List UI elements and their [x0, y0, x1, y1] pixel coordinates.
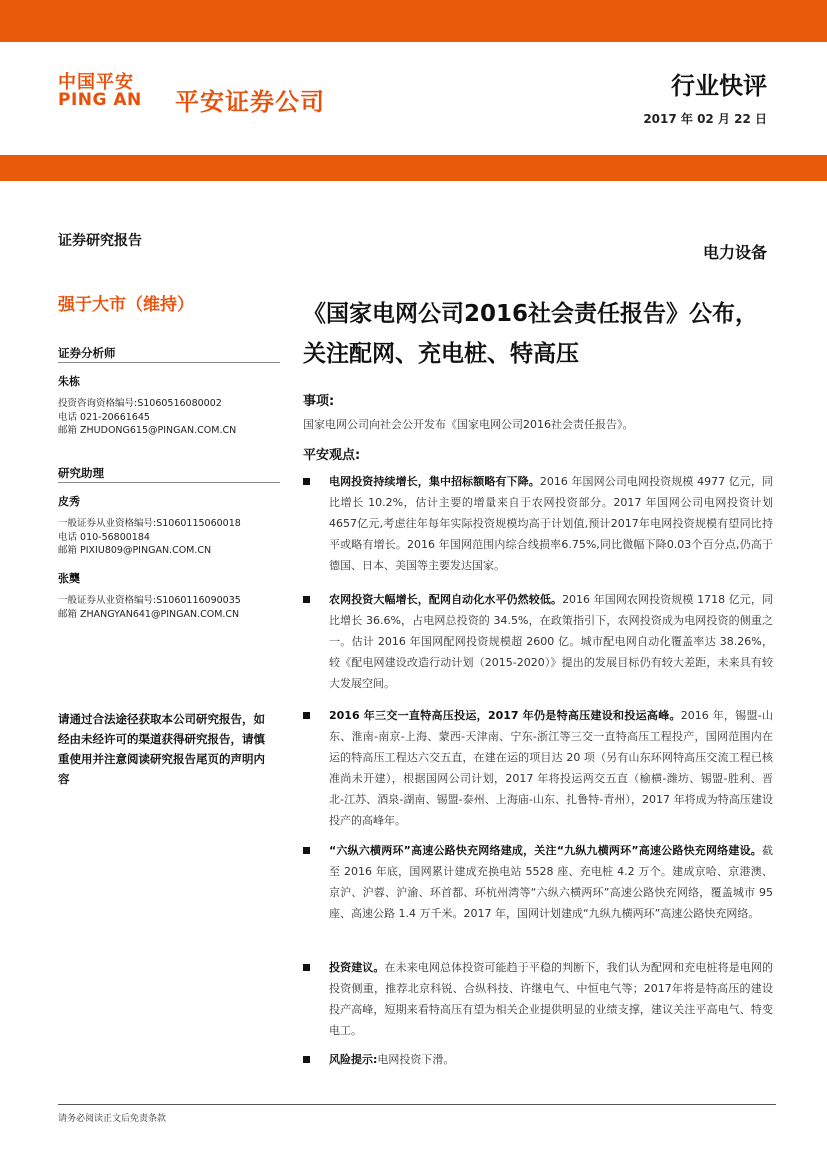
assistant-info-1 — [58, 517, 241, 558]
bullet-icon — [303, 964, 310, 971]
analysts-label: 证券分析师 — [58, 346, 116, 360]
report-title: 《国家电网公司2016社会责任报告》公布，关注配网、充电桩、特高压 — [303, 301, 759, 367]
assistants-label: 研究助理 — [58, 466, 104, 480]
analyst-email: 邮箱 ZHUDONG615@PINGAN.COM.CN — [58, 425, 237, 436]
assistants-divider — [58, 482, 280, 483]
view-point-2 — [303, 589, 773, 694]
event-heading: 事项: — [303, 394, 335, 409]
analyst-license: 投资咨询资格编号:S1060516080002 — [58, 398, 222, 409]
assistant-info-2 — [58, 594, 241, 621]
analysts-divider — [58, 362, 280, 363]
logo-cn-text: 中国平安 — [58, 72, 134, 93]
bullet-icon — [303, 712, 310, 719]
point-text: 在未来电网总体投资可能趋于平稳的判断下，我们认为配网和充电桩将是电网的投资侧重，推荐北京科锐、合纵科技、许继电气、中恒电气等；2017年将是特高压的建设投产高峰，短期来看特高压有望为相关企业提供明显的业绩支撑，建议关注平高电气、特变电工。 — [329, 961, 774, 1037]
point-lead: 电网投资持续增长，集中招标额略有下降。 — [329, 475, 540, 488]
bullet-icon — [303, 478, 310, 485]
bullet-icon — [303, 1056, 310, 1063]
rating: 强于大市（维持） — [58, 295, 194, 315]
view-point-3 — [303, 705, 773, 831]
point-lead: 投资建议。 — [329, 961, 385, 974]
analyst-phone: 电话 021-20661645 — [58, 411, 150, 423]
assistant-email-1: 邮箱 PIXIU809@PINGAN.COM.CN — [58, 545, 212, 556]
middle-orange-bar — [0, 155, 827, 181]
logo-en-text: PING AN — [58, 90, 142, 110]
footer-disclaimer-link: 请务必阅读正文后免责条款 — [58, 1114, 167, 1124]
point-text: 2016 年，锡盟-山东、淮南-南京-上海、蒙西-天津南、宁东-浙江等三交一直特高压工程投产，国网范围内在运的特高压工程达六交五直，在建在运的项目达 20 项（另有山东环网特高压交流工程已核准尚未开建），根据国网公司计划，2017 年将投运两交五直（榆横-潍坊、锡盟-胜利、晋北-江苏、酒泉-湖南、锡盟-泰州、上海庙-山东、扎鲁特-青州），2017 年将成为特高压建设投产的高峰年。 — [329, 709, 773, 827]
point-lead: 农网投资大幅增长，配网自动化水平仍然较低。 — [329, 593, 563, 606]
view-point-6 — [303, 1049, 773, 1070]
report-date: 2017 年 02 月 22 日 — [643, 112, 767, 126]
point-lead: “六纵六横两环”高速公路快充网络建成，关注“九纵九横两环”高速公路快充网络建设。 — [329, 844, 762, 857]
assistant-name-1: 皮秀 — [58, 495, 80, 508]
assistant-license-2: 一般证券从业资格编号:S1060116090035 — [58, 595, 241, 606]
industry-label: 电力设备 — [702, 243, 767, 262]
assistant-email-2: 邮箱 ZHANGYAN641@PINGAN.COM.CN — [58, 608, 240, 620]
disclaimer: 请通过合法途径获取本公司研究报告，如经由未经许可的渠道获得研究报告，请慎重使用并注意阅读研究报告尾页的声明内容 — [58, 712, 265, 786]
report-category: 证券研究报告 — [58, 233, 142, 249]
top-orange-bar — [0, 0, 827, 42]
view-point-1 — [303, 471, 773, 576]
assistant-name-2: 张龑 — [58, 572, 80, 585]
bullet-icon — [303, 847, 310, 854]
analyst-name: 朱栋 — [58, 375, 80, 388]
views-heading: 平安观点: — [303, 448, 361, 463]
event-text: 国家电网公司向社会公开发布《国家电网公司2016社会责任报告》。 — [303, 418, 634, 431]
point-text: 2016 年国网公司电网投资规模 4977 亿元，同比增长 10.2%，估计主要的增量来自于农网投资部分。2017 年国网公司电网投资计划4657亿元,考虑往年每年实际投资规模均高于计划值,预计2017年电网投资规模有望同比持平或略有增长。2016 年国网范围内综合线损率6.75%,同比微幅下降0.03个百分点,仍高于德国、日本、美国等主要发达国家。 — [329, 475, 773, 572]
footer-divider — [58, 1104, 776, 1105]
report-type: 行业快评 — [671, 72, 767, 100]
assistant-license-1: 一般证券从业资格编号:S1060115060018 — [58, 518, 241, 529]
assistant-phone-1: 电话 010-56800184 — [58, 531, 150, 543]
point-text: 截至 2016 年底，国网累计建成充换电站 5528 座、充电桩 4.2 万个。建成京哈、京港澳、京沪、沪蓉、沪渝、环首都、环杭州湾等“六纵六横两环”高速公路快充网络，覆盖城市 95 座、高速公路 1.4 万千米。2017 年，国网计划建成“九纵九横两环”高速公路快充网络。 — [329, 844, 773, 920]
bullet-icon — [303, 596, 310, 603]
view-point-4 — [303, 840, 773, 924]
point-lead: 2016 年三交一直特高压投运，2017 年仍是特高压建设和投运高峰。 — [329, 709, 681, 722]
point-text: 电网投资下滑。 — [377, 1053, 455, 1066]
view-point-5 — [303, 957, 773, 1041]
point-text: 2016 年国网农网投资规模 1718 亿元，同比增长 36.6%，占电网总投资的 34.5%，在政策指引下，农网投资成为电网投资的侧重之一。估计 2016 年国网配网投资规模超 2600 亿。城市配电网自动化覆盖率达 38.26%，较《配电网建设改造行动计划（2015-2020）》提出的发展目标仍有较大差距，未来具有较大发展空间。 — [329, 593, 774, 690]
point-lead: 风险提示: — [329, 1053, 378, 1066]
analyst-info — [58, 397, 236, 438]
company-name: 平安证券公司 — [175, 88, 325, 116]
